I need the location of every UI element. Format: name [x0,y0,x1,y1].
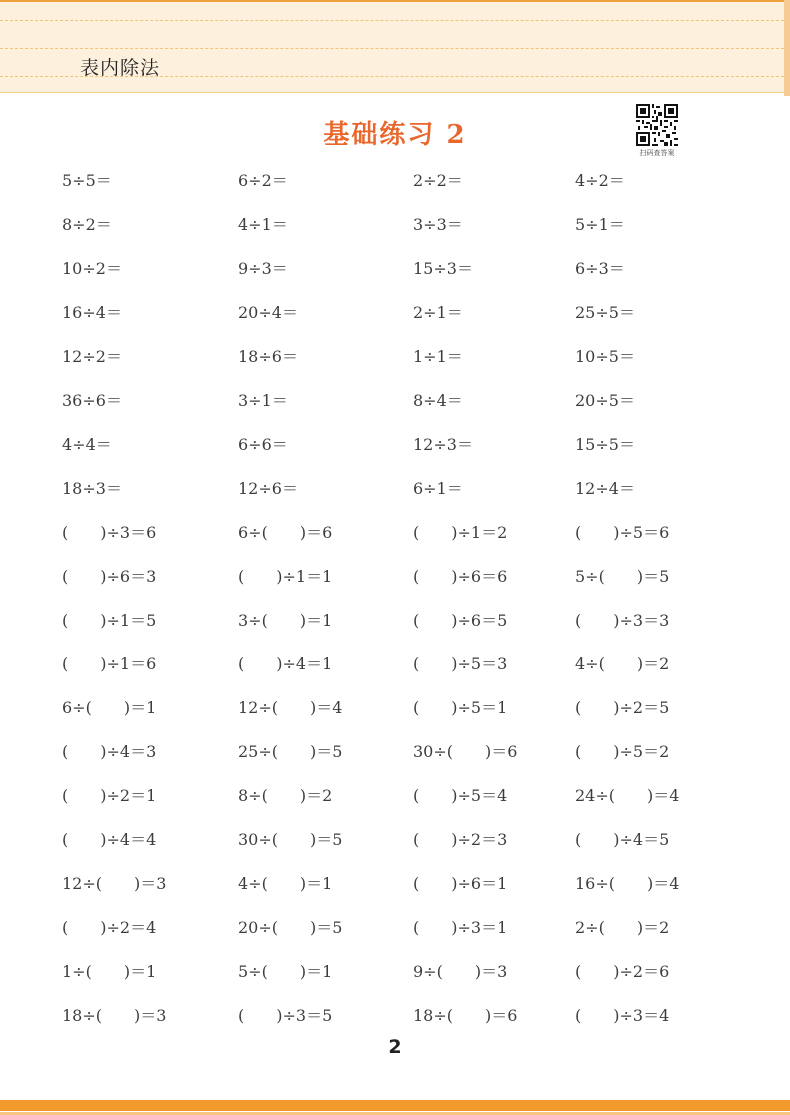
division-problem[interactable]: 24÷( )＝4 [575,786,680,806]
division-problem[interactable]: ( )÷5＝3 [413,654,508,674]
exercise-row [0,212,790,242]
division-problem[interactable]: ( )÷4＝3 [62,742,157,762]
division-problem[interactable]: 16÷( )＝4 [575,874,680,894]
division-problem: 25÷5＝ [575,302,635,322]
division-problem: 2÷1＝ [413,302,463,322]
division-problem[interactable]: 18÷( )＝3 [62,1006,167,1026]
division-problem: 8÷4＝ [413,390,463,410]
division-problem[interactable]: ( )÷3＝5 [238,1006,333,1026]
division-problem[interactable]: ( )÷5＝2 [575,742,670,762]
division-problem[interactable]: ( )÷1＝6 [62,654,157,674]
qr-code-icon[interactable] [636,104,678,146]
division-problem[interactable]: ( )÷3＝6 [62,522,157,542]
exercise-row [0,432,790,462]
exercise-row [0,871,790,901]
division-problem: 6÷1＝ [413,478,463,498]
footer-band [0,1100,790,1111]
division-problem[interactable]: ( )÷1＝5 [62,610,157,630]
division-problem: 15÷3＝ [413,258,473,278]
division-problem[interactable]: ( )÷6＝1 [413,874,508,894]
division-problem: 6÷3＝ [575,258,625,278]
division-problem[interactable]: 30÷( )＝5 [238,830,343,850]
exercise-row [0,520,790,550]
division-problem[interactable]: 5÷( )＝5 [575,566,670,586]
exercise-row [0,608,790,638]
page-number: 2 [388,1036,402,1058]
division-problem[interactable]: 2÷( )＝2 [575,918,670,938]
division-problem: 10÷2＝ [62,258,122,278]
division-problem: 5÷1＝ [575,214,625,234]
division-problem[interactable]: ( )÷5＝4 [413,786,508,806]
division-problem[interactable]: ( )÷3＝3 [575,610,670,630]
division-problem: 12÷2＝ [62,346,122,366]
division-problem[interactable]: 4÷( )＝2 [575,654,670,674]
division-problem: 6÷2＝ [238,171,288,190]
division-problem: 20÷5＝ [575,390,635,410]
header-edge-tab [784,0,790,96]
qr-caption: 扫码查答案 [639,149,675,157]
division-problem[interactable]: ( )÷2＝5 [575,698,670,718]
division-problem: 18÷6＝ [238,346,298,366]
exercise-row [0,344,790,374]
division-problem: 6÷6＝ [238,434,288,454]
exercise-row [0,651,790,681]
exercise-row [0,168,790,198]
division-problem[interactable]: 30÷( )＝6 [413,742,518,762]
division-problem[interactable]: ( )÷1＝2 [413,522,508,542]
exercise-row [0,476,790,506]
division-problem: 20÷4＝ [238,302,298,322]
division-problem[interactable]: 9÷( )＝3 [413,962,508,982]
division-problem[interactable]: 18÷( )＝6 [413,1006,518,1026]
division-problem[interactable]: ( )÷6＝3 [62,566,157,586]
division-problem[interactable]: ( )÷4＝1 [238,654,333,674]
division-problem[interactable]: ( )÷2＝1 [62,786,157,806]
exercise-row [0,564,790,594]
division-problem[interactable]: ( )÷5＝6 [575,522,670,542]
division-problem[interactable]: 25÷( )＝5 [238,742,343,762]
division-problem[interactable]: 5÷( )＝1 [238,962,333,982]
exercise-row [0,739,790,769]
division-problem: 36÷6＝ [62,390,122,410]
division-problem: 4÷2＝ [575,171,625,190]
header-dashed-line [0,48,784,49]
exercise-row [0,827,790,857]
exercise-row [0,695,790,725]
division-problem: 2÷2＝ [413,171,463,190]
division-problem: 5÷5＝ [62,171,112,190]
division-problem: 18÷3＝ [62,478,122,498]
division-problem: 3÷1＝ [238,390,288,410]
division-problem[interactable]: ( )÷3＝1 [413,918,508,938]
division-problem[interactable]: 1÷( )＝1 [62,962,157,982]
division-problem[interactable]: ( )÷2＝6 [575,962,670,982]
exercise-row [0,783,790,813]
division-problem: 4÷1＝ [238,214,288,234]
division-problem[interactable]: ( )÷6＝6 [413,566,508,586]
header-dashed-line [0,20,784,21]
division-problem: 12÷3＝ [413,434,473,454]
division-problem: 8÷2＝ [62,214,112,234]
division-problem[interactable]: 6÷( )＝1 [62,698,157,718]
division-problem[interactable]: 3÷( )＝1 [238,610,333,630]
division-problem[interactable]: 12÷( )＝4 [238,698,343,718]
division-problem: 12÷4＝ [575,478,635,498]
division-problem: 16÷4＝ [62,302,122,322]
exercise-row [0,959,790,989]
division-problem[interactable]: ( )÷2＝4 [62,918,157,938]
exercise-row [0,915,790,945]
division-problem[interactable]: ( )÷4＝5 [575,830,670,850]
division-problem[interactable]: 4÷( )＝1 [238,874,333,894]
exercise-row [0,300,790,330]
division-problem[interactable]: ( )÷1＝1 [238,566,333,586]
division-problem: 9÷3＝ [238,258,288,278]
division-problem: 3÷3＝ [413,214,463,234]
division-problem: 12÷6＝ [238,478,298,498]
division-problem: 4÷4＝ [62,434,112,454]
division-problem[interactable]: 20÷( )＝5 [238,918,343,938]
division-problem[interactable]: 12÷( )＝3 [62,874,167,894]
division-problem: 1÷1＝ [413,346,463,366]
division-problem[interactable]: ( )÷4＝4 [62,830,157,850]
division-problem: 10÷5＝ [575,346,635,366]
worksheet-title: 基础练习 2 [323,120,467,150]
division-problem[interactable]: ( )÷3＝4 [575,1006,670,1026]
section-title: 表内除法 [80,57,161,79]
exercise-row [0,256,790,286]
division-problem[interactable]: ( )÷6＝5 [413,610,508,630]
division-problem: 15÷5＝ [575,434,635,454]
division-problem[interactable]: 8÷( )＝2 [238,786,333,806]
exercise-row [0,1003,790,1033]
division-problem[interactable]: 6÷( )＝6 [238,522,333,542]
division-problem[interactable]: ( )÷5＝1 [413,698,508,718]
division-problem[interactable]: ( )÷2＝3 [413,830,508,850]
exercise-row [0,388,790,418]
